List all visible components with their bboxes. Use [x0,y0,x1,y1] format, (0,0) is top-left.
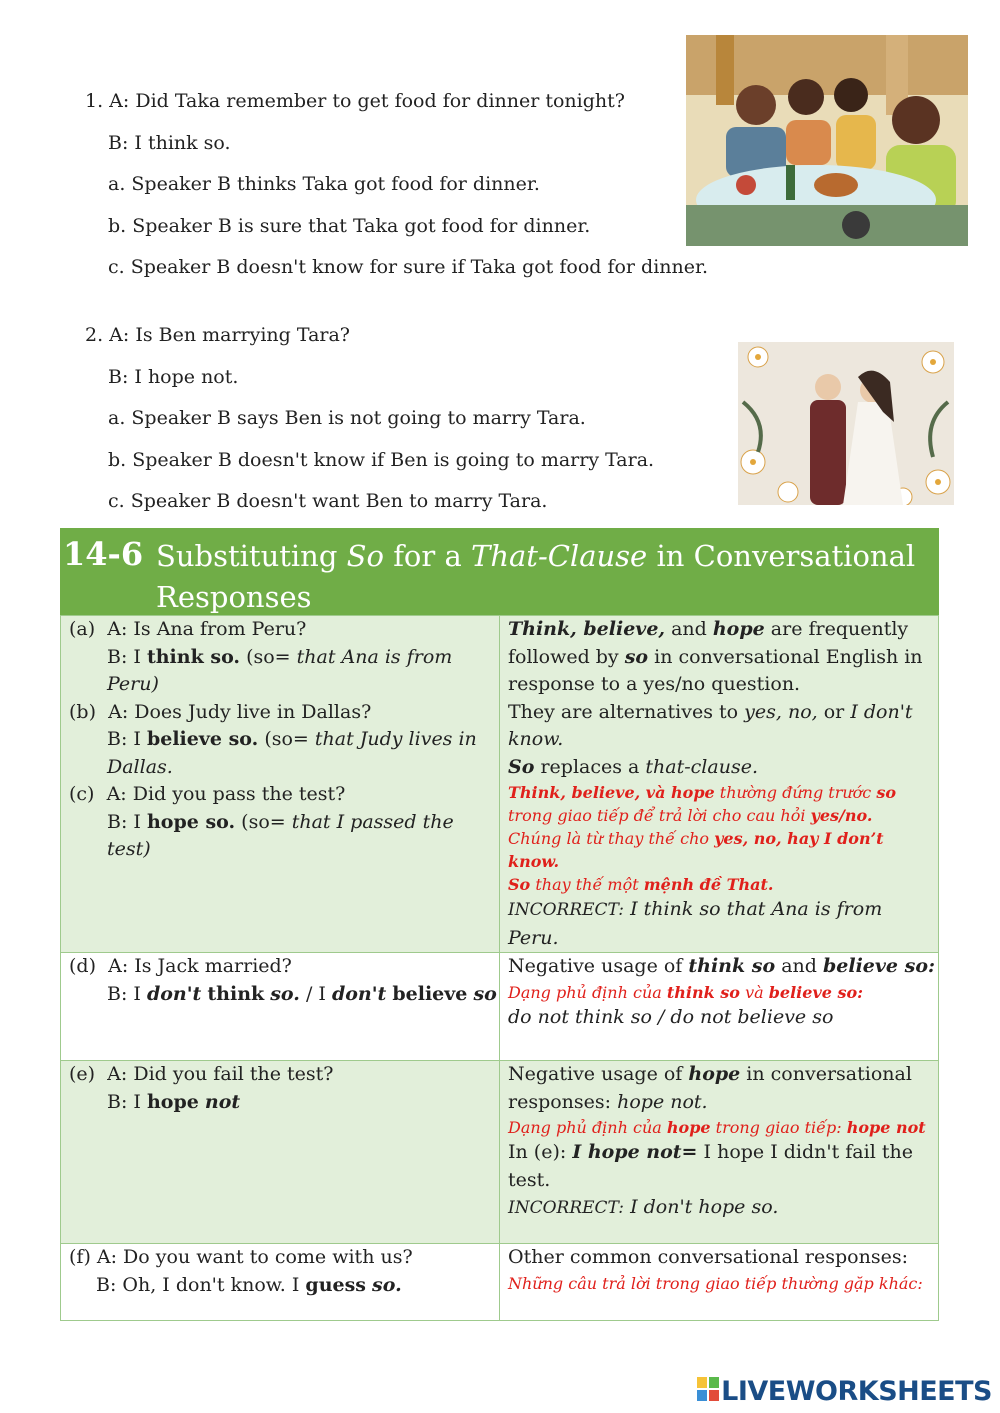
option-c[interactable]: c. Speaker B doesn't know for sure if Taka got food for dinner. [108,256,709,278]
option-b[interactable]: b. Speaker B doesn't know if Ben is going to marry Tara. [108,448,655,471]
grammar-chart-14-6 [60,528,939,1321]
wedding-couple-illustration [738,342,954,505]
option-b[interactable]: b. Speaker B is sure that Taka got food for dinner. [108,214,591,237]
examples-cell: (f) A: Do you want to come with us? B: Oh, I don't know. I guess so. [61,1244,500,1321]
explanation-main: Think, believe, and hope are frequently followed by so in conversational English in response to a yes/no question. [508,618,923,695]
example-b: (b) A: Does Judy live in Dallas? B: I believe so. (so= that Judy lives in Dallas. [69,700,477,778]
table-row [61,953,939,1061]
chart-header [60,528,939,615]
examples-cell: (e) A: Did you fail the test? B: I hope not [61,1061,500,1244]
chart-table [60,615,939,1321]
explanation-cell [500,616,939,953]
question-1 [0,81,740,289]
question-reply: B: I think so. [108,131,231,154]
example-a: (a) A: Is Ana from Peru? B: I think so. (so= that Ana is from Peru) [69,618,453,695]
example-c: (c) A: Did you pass the test? B: I hope so. (so= that I passed the test) [69,783,454,860]
incorrect-example: INCORRECT: I think so that Ana is from Peru. [508,898,883,949]
question-reply: B: I hope not. [108,365,239,388]
question-stem: 2. A: Is Ben marrying Tara? [85,324,350,346]
table-row [61,1061,939,1244]
explanation-cell: Negative usage of hope in conversational responses: hope not. Dạng phủ định của hope trong giao tiếp: hope not In (e): I hope not= I hope I didn't fail the test. INCORRECT: I don't hope so. [500,1061,939,1244]
question-stem: 1. A: Did Taka remember to get food for dinner tonight? [85,90,625,112]
question-2 [0,315,740,523]
vietnamese-note: Think, believe, và hope thường đứng trước so trong giao tiếp để trả lời cho cau hỏi yes/no. Chúng là từ thay thế cho yes, no, hay I don’t know. So thay thế một mệnh đề That. [508,783,897,894]
option-c[interactable]: c. Speaker B doesn't want Ben to marry Tara. [108,490,548,512]
explanation-cell: Negative usage of think so and believe so: Dạng phủ định của think so và believe so: do not think so / do not believe so [500,953,939,1061]
table-row [61,1244,939,1321]
option-a[interactable]: a. Speaker B says Ben is not going to marry Tara. [108,407,586,429]
table-row [61,616,939,953]
family-dinner-illustration [686,35,968,246]
vietnamese-note: Dạng phủ định của think so và believe so: [508,982,864,1002]
examples-cell [61,616,500,953]
vietnamese-note: Những câu trả lời trong giao tiếp thường gặp khác: [508,1273,923,1293]
chart-title-line-1: Substituting So for a That-Clause in Conversational [156,539,916,573]
brand-name: LIVEWORKSHEETS [721,1376,992,1407]
explanation-alternatives: They are alternatives to yes, no, or I don't know. [508,700,913,750]
explanation-replaces: So replaces a that-clause. [508,755,758,778]
incorrect-example: INCORRECT: I don't hope so. [508,1196,779,1218]
chart-title-line-2: Responses [156,580,312,614]
liveworksheets-logo[interactable] [697,1376,992,1408]
vietnamese-note: Dạng phủ định của hope trong giao tiếp: hope not [508,1118,926,1137]
examples-cell: (d) A: Is Jack married? B: I don't think so. / I don't believe so [61,953,500,1061]
explanation-cell: Other common conversational responses: Những câu trả lời trong giao tiếp thường gặp khác: [500,1244,939,1321]
chart-number: 14-6 [63,535,144,573]
liveworksheets-badge-icon [697,1377,719,1408]
option-a[interactable]: a. Speaker B thinks Taka got food for dinner. [108,173,540,195]
